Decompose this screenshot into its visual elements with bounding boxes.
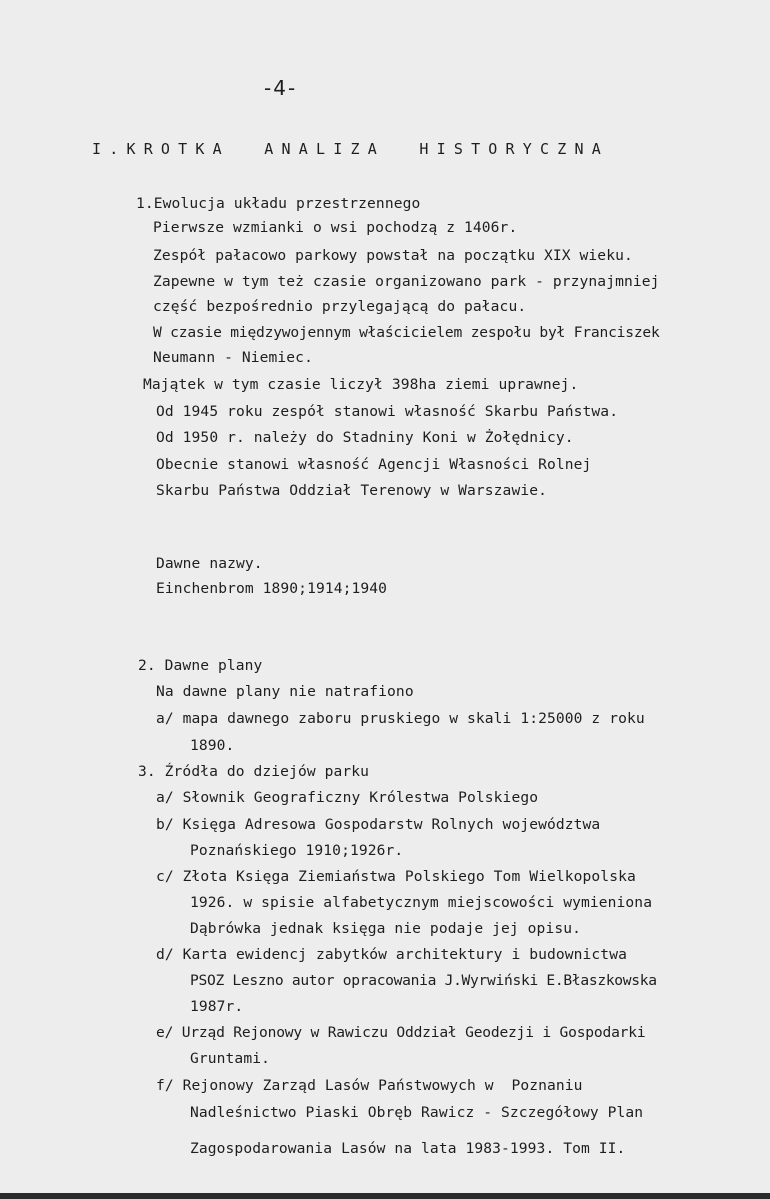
- section1-line: Zapewne w tym też czasie organizowano park - przynajmniej: [153, 273, 660, 290]
- section1-line: W czasie międzywojennym właścicielem zespołu był Franciszek: [153, 324, 660, 341]
- section1-line: Skarbu Państwa Oddział Terenowy w Warszawie.: [156, 482, 547, 499]
- section2-item: 1890.: [190, 737, 235, 754]
- source-item: Zagospodarowania Lasów na lata 1983-1993. Tom II.: [190, 1140, 626, 1157]
- source-item: b/ Księga Adresowa Gospodarstw Rolnych województwa: [156, 816, 601, 833]
- source-item: PSOZ Leszno autor opracowania J.Wyrwiński E.Błaszkowska: [190, 972, 657, 989]
- source-item: Nadleśnictwo Piaski Obręb Rawicz - Szczegółowy Plan: [190, 1104, 644, 1121]
- source-item: Gruntami.: [190, 1050, 270, 1067]
- section1-line: Od 1945 roku zespół stanowi własność Skarbu Państwa.: [156, 403, 619, 420]
- page-number: -4-: [264, 76, 298, 100]
- section1-line: Od 1950 r. należy do Stadniny Koni w Żołędnicy.: [156, 429, 574, 446]
- section2-intro: Na dawne plany nie natrafiono: [156, 683, 414, 700]
- section1-line: Pierwsze wzmianki o wsi pochodzą z 1406r.: [153, 219, 518, 236]
- old-names-value: Einchenbrom 1890;1914;1940: [156, 580, 388, 597]
- old-names-label: Dawne nazwy.: [156, 555, 263, 572]
- section3-title: 3. Źródła do dziejów parku: [138, 763, 370, 780]
- source-item: Dąbrówka jednak księga nie podaje jej opisu.: [190, 920, 581, 937]
- section-heading: I.KROTKA ANALIZA HISTORYCZNA: [92, 140, 609, 158]
- source-item: f/ Rejonowy Zarząd Lasów Państwowych w Poznaniu: [156, 1077, 583, 1094]
- source-item: e/ Urząd Rejonowy w Rawiczu Oddział Geodezji i Gospodarki: [156, 1024, 646, 1041]
- source-item: Poznańskiego 1910;1926r.: [190, 842, 404, 859]
- section1-title: 1.Ewolucja układu przestrzennego: [136, 195, 421, 212]
- source-item: a/ Słownik Geograficzny Królestwa Polskiego: [156, 789, 539, 806]
- section1-line: Zespół pałacowo parkowy powstał na początku XIX wieku.: [153, 247, 633, 264]
- source-item: d/ Karta ewidencj zabytków architektury i budownictwa: [156, 946, 627, 963]
- source-item: 1926. w spisie alfabetycznym miejscowości wymieniona: [190, 894, 653, 911]
- section2-item: a/ mapa dawnego zaboru pruskiego w skali 1:25000 z roku: [156, 710, 645, 727]
- section1-line: część bezpośrednio przylegającą do pałacu.: [153, 298, 527, 315]
- section2-title: 2. Dawne plany: [138, 657, 263, 674]
- section1-line: Obecnie stanowi własność Agencji Własności Rolnej: [156, 456, 592, 473]
- section1-line: Majątek w tym czasie liczył 398ha ziemi uprawnej.: [143, 376, 579, 393]
- scan-bottom-edge: [0, 1193, 770, 1199]
- section1-line: Neumann - Niemiec.: [153, 349, 313, 366]
- source-item: c/ Złota Księga Ziemiaństwa Polskiego Tom Wielkopolska: [156, 868, 636, 885]
- source-item: 1987r.: [190, 998, 244, 1015]
